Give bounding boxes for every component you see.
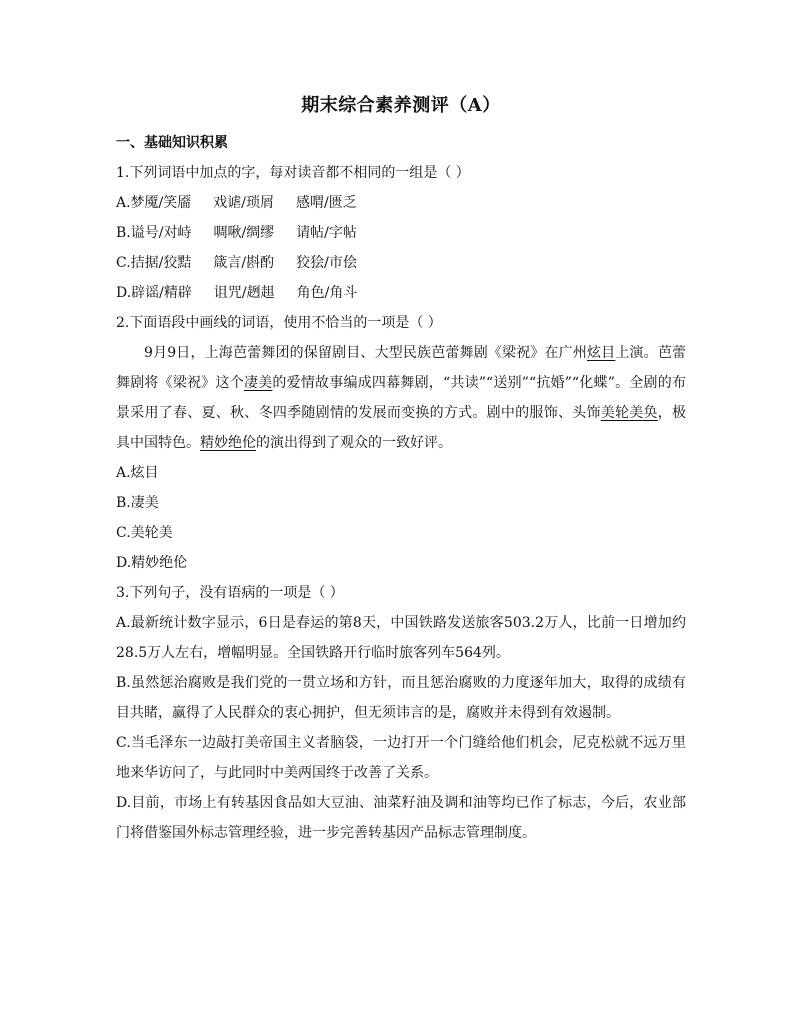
q1-option-c-word3: 狡狯/市侩 xyxy=(296,255,357,271)
q2-option-a: A.炫目 xyxy=(116,465,159,481)
q1-option-b xyxy=(116,218,686,248)
q1-option-a-word1: A.梦魇/笑靥 xyxy=(116,195,192,211)
q2-underlined-word: 凄美 xyxy=(243,375,273,391)
document-page xyxy=(116,92,686,848)
q2-passage-text: 上演。芭蕾舞剧将《梁祝》这个 xyxy=(116,345,686,391)
q1-option-b-word1: B.谥号/对峙 xyxy=(116,225,192,241)
q2-option-c: C.美轮美 xyxy=(116,525,173,541)
q1-option-d xyxy=(116,278,686,308)
q3-option-c: C.当毛泽东一边敲打美帝国主义者脑袋，一边打开一个门缝给他们机会，尼克松就不远万里地来华访问了，与此同时中美两国终于改善了关系。 xyxy=(116,735,686,781)
q1-option-b-word2: 啁啾/绸缪 xyxy=(213,225,275,241)
q2-passage-text: 的爱情故事编成四幕舞剧，“共读”“送别”“抗婚”“化蝶”。全剧的布景采用了春、夏、秋、冬四季随剧情的发展而变换的方式。剧中的服饰、头饰 xyxy=(116,375,686,421)
q1-option-a-word3: 感喟/匮乏 xyxy=(296,195,357,211)
q1-option-c-word2: 箴言/斟酌 xyxy=(213,255,275,271)
q1-stem: 1.下列词语中加点的字，每对读音都不相同的一组是（ ） xyxy=(116,165,470,181)
q3-option-b: B.虽然惩治腐败是我们党的一贯立场和方针，而且惩治腐败的力度逐年加大，取得的成绩有目共睹，赢得了人民群众的衷心拥护，但无须讳言的是，腐败并未得到有效遏制。 xyxy=(116,675,686,721)
q2-passage-text: ，极具中国特色。 xyxy=(116,405,687,451)
q3-stem: 3.下列句子，没有语病的一项是（ ） xyxy=(116,585,344,601)
q1-option-c-word1: C.拮据/狡黠 xyxy=(116,255,192,271)
q3-option-a: A.最新统计数字显示，6日是春运的第8天，中国铁路发送旅客503.2万人，比前一日增加约28.5万人左右，增幅明显。全国铁路开行临时旅客列车564列。 xyxy=(116,615,686,661)
q2-option-d: D.精妙绝伦 xyxy=(116,555,188,571)
page-title: 期末综合素养测评（A） xyxy=(301,95,501,116)
q1-option-d-word1: D.辟谣/精辟 xyxy=(116,285,192,301)
q2-passage xyxy=(116,338,686,458)
q1-option-d-word2: 诅咒/趔趄 xyxy=(213,285,275,301)
q2-stem: 2.下面语段中画线的词语，使用不恰当的一项是（ ） xyxy=(116,315,442,331)
q2-option-b: B.凄美 xyxy=(116,495,159,511)
q2-underlined-word: 精妙绝伦 xyxy=(200,435,256,451)
q2-underlined-word: 炫目 xyxy=(587,345,616,361)
q1-option-d-word3: 角色/角斗 xyxy=(296,285,358,301)
section-heading: 一、基础知识积累 xyxy=(116,135,228,151)
q1-option-a-word2: 戏谑/琐屑 xyxy=(213,195,274,211)
q1-option-a xyxy=(116,188,686,218)
q1-option-c xyxy=(116,248,686,278)
q1-option-b-word3: 请帖/字帖 xyxy=(296,225,357,241)
q3-option-d: D.目前，市场上有转基因食品如大豆油、油菜籽油及调和油等均已作了标志，今后，农业部门将借鉴国外标志管理经验，进一步完善转基因产品标志管理制度。 xyxy=(116,795,686,841)
q2-passage-text: 的演出得到了观众的一致好评。 xyxy=(256,435,452,451)
q2-underlined-word: 美轮美奂 xyxy=(600,405,658,421)
q2-passage-text: 9月9日，上海芭蕾舞团的保留剧目、大型民族芭蕾舞剧《梁祝》在广州 xyxy=(144,345,588,361)
